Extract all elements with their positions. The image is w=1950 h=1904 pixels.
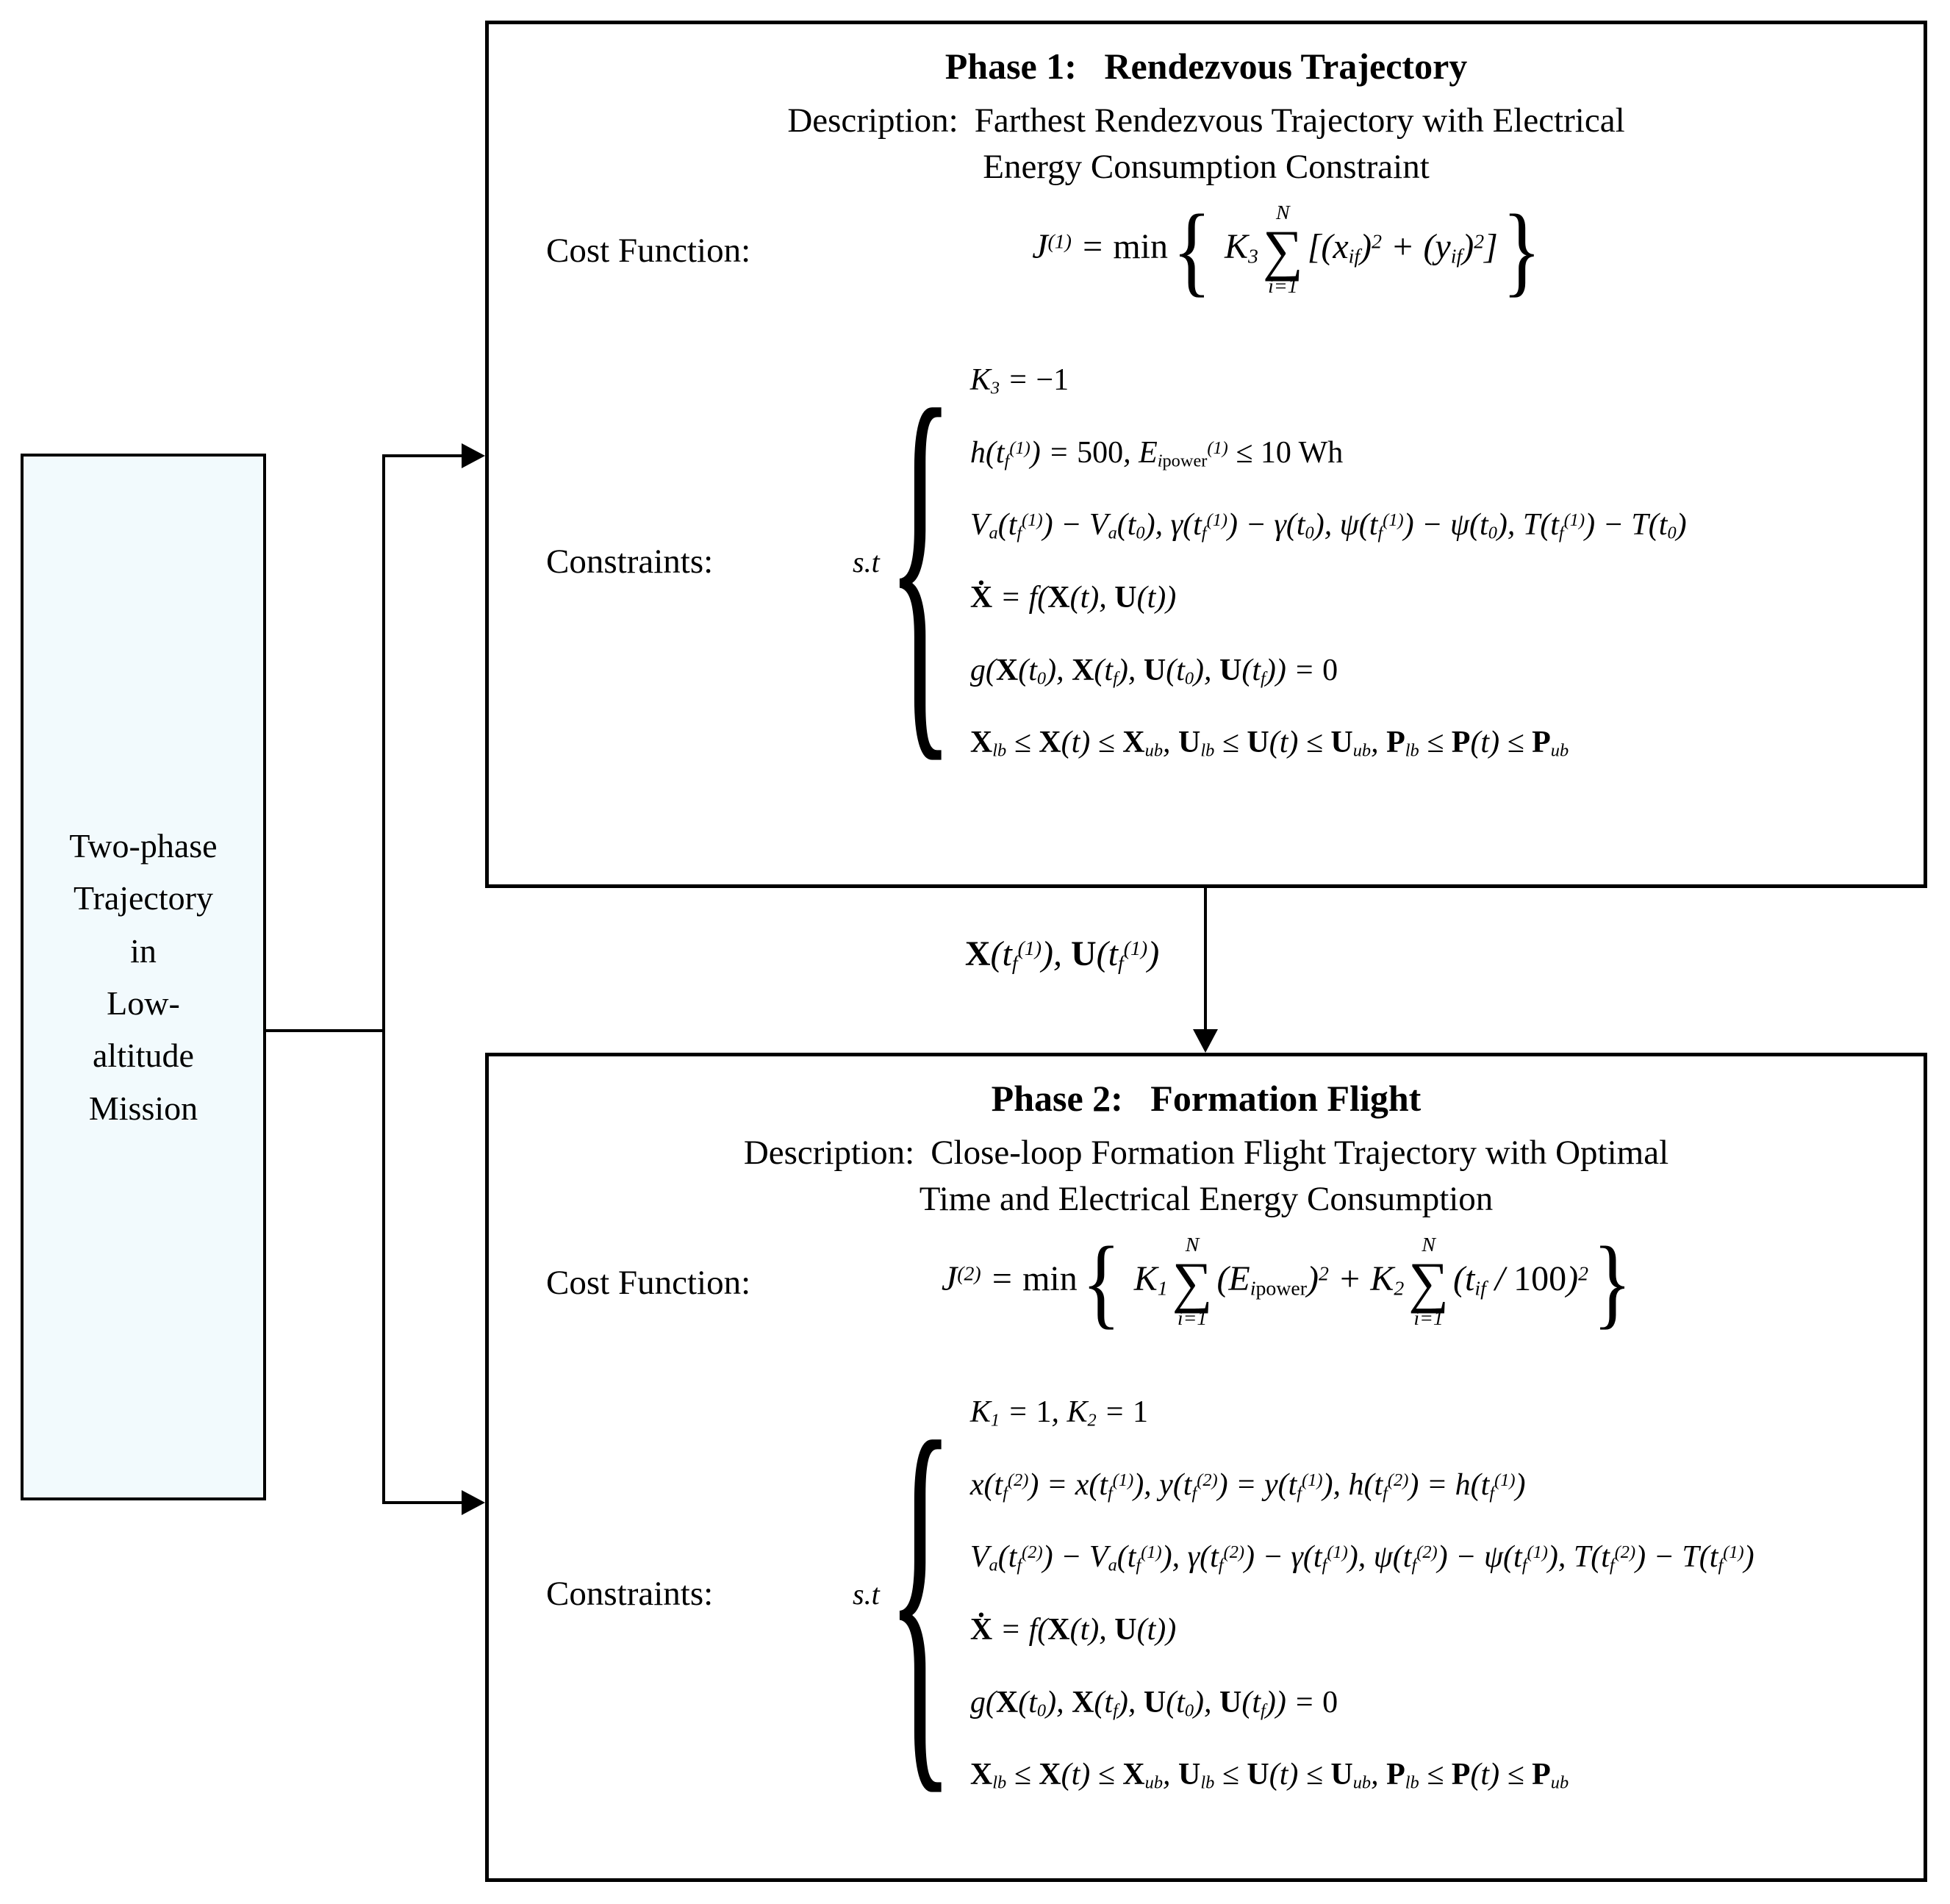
- phase1-st-label: s.t: [853, 545, 880, 579]
- phase1-constraints-row: [489, 326, 1924, 798]
- handoff-state-label: $X(t_f^{(1)})$, $U(t_f^{(1)})$: [964, 934, 1160, 976]
- connector-vertical-line: [382, 454, 385, 1504]
- phase2-cost-row: [489, 1203, 1924, 1361]
- phase1-to-phase2-arrowhead-icon: [1193, 1029, 1218, 1053]
- constraint-line: $h(t_f^{(1)}) = 500$, $E_{ipower}^{(1)} \le 10$ Wh: [969, 435, 1344, 471]
- constraint-line: $X_{lb} \le X(t) \le X_{ub}$, $U_{lb} \le U(t) \le U_{ub}$, $P_{lb} \le P(t) \le P_{ub}$: [969, 1758, 1569, 1793]
- phase2-description-line1: Close-loop Formation Flight Trajectory with Optimal: [931, 1134, 1669, 1172]
- left-label-line: Mission: [88, 1089, 198, 1127]
- phase1-constraints-label: Constraints:: [546, 543, 714, 581]
- left-label-line: altitude: [93, 1037, 194, 1075]
- left-label-line: in: [130, 931, 157, 970]
- phase2-arrowhead-icon: [462, 1490, 485, 1515]
- phase2-cost-label: Cost Function:: [546, 1263, 751, 1302]
- constraint-line: $g(X(t_0)$, $X(t_f)$, $U(t_0)$, $U(t_f)) = 0$: [969, 653, 1338, 689]
- phase2-constraints-row: [489, 1358, 1924, 1830]
- left-label-line: Low-: [107, 984, 180, 1022]
- phase2-cost-formula-area: [779, 1225, 1924, 1339]
- phase1-constraints-brace: {: [886, 326, 954, 798]
- connector-phase1-to-phase2: [1204, 888, 1207, 1032]
- phase1-cost-label: Cost Function:: [546, 231, 751, 270]
- phase2-description-line2: Time and Electrical Energy Consumption: [919, 1180, 1494, 1219]
- phase1-description-line2: Energy Consumption Constraint: [983, 148, 1430, 187]
- phase1-description-label: Description:: [787, 101, 958, 140]
- constraint-line: $x(t_f^{(2)}) = x(t_f^{(1)})$, $y(t_f^{(2)}) = y(t_f^{(1)})$, $h(t_f^{(2)}) = h(t_f^{(1)})$: [969, 1467, 1526, 1503]
- constraint-line: $V_a(t_f^{(2)}) - V_a(t_f^{(1)})$, $\gamma(t_f^{(2)}) - \gamma(t_f^{(1)})$, $\psi(t_f^{(2)}) - \psi(t_f^{(1)})$, $T(t_f^{(2)}) - T(t_f^{(1)})$: [969, 1540, 1754, 1575]
- phase1-cost-formula: $J^{(1)} = \min${ $K_3$ N ∑ i=1 $[(x_{if})^2 + (y_{if})^2]$}: [1032, 193, 1541, 307]
- phase2-st-label: s.t: [853, 1577, 880, 1611]
- left-brace: {: [1081, 1225, 1121, 1339]
- constraint-line: Ẋ = f(X(t), U(t)): [969, 581, 1177, 615]
- phase1-cost-row: [489, 171, 1924, 329]
- phase1-box: [485, 21, 1927, 888]
- connector-leftbox-stem: [265, 1029, 385, 1032]
- phase2-title: Phase 2: Formation Flight: [991, 1078, 1422, 1119]
- phase1-title: Phase 1: Rendezvous Trajectory: [944, 46, 1468, 87]
- right-brace: }: [1502, 193, 1541, 307]
- phase2-description-label: Description:: [743, 1134, 915, 1172]
- constraint-line: $V_a(t_f^{(1)}) - V_a(t_0)$, $\gamma(t_f^{(1)}) - \gamma(t_0)$, $\psi(t_f^{(1)}) - \psi(t_0)$, $T(t_f^{(1)}) - T(t_0)$: [969, 508, 1687, 543]
- phase2-constraints-brace: {: [886, 1358, 954, 1830]
- left-label-box: [21, 454, 266, 1500]
- phase2-description-row1: [489, 1130, 1924, 1176]
- phase1-arrowhead-icon: [462, 443, 485, 468]
- phase2-box: [485, 1053, 1927, 1882]
- left-brace: {: [1172, 193, 1212, 307]
- summation-symbol: N ∑ i=1: [1172, 1234, 1213, 1331]
- phase2-constraints-label: Constraints:: [546, 1575, 714, 1614]
- phase2-cost-formula: $J^{(2)} = \min${ $K_1$ N ∑ i=1 $(E_{ipower})^2 + K_2$ N ∑ i=1 $(t_{if} / 100)^2$}: [941, 1225, 1632, 1339]
- right-brace: }: [1593, 1225, 1632, 1339]
- phase1-cost-formula-area: [779, 193, 1924, 307]
- phase1-description-row1: [489, 98, 1924, 144]
- phase1-description-line1: Farthest Rendezvous Trajectory with Electrical: [974, 101, 1625, 140]
- connector-to-phase1: [382, 454, 469, 457]
- constraint-line: $X_{lb} \le X(t) \le X_{ub}$, $U_{lb} \le U(t) \le U_{ub}$, $P_{lb} \le P(t) \le P_{ub}$: [969, 726, 1569, 761]
- left-label-line: Trajectory: [74, 879, 213, 917]
- constraint-line: $K_1 = 1$, $K_2 = 1$: [969, 1395, 1148, 1431]
- summation-symbol: N ∑ i=1: [1408, 1234, 1449, 1331]
- constraint-line: Ẋ = f(X(t), U(t)): [969, 1613, 1177, 1647]
- summation-symbol: N ∑ i=1: [1262, 201, 1303, 298]
- left-label-text: [69, 820, 217, 1134]
- constraint-line: $g(X(t_0)$, $X(t_f)$, $U(t_0)$, $U(t_f)) = 0$: [969, 1685, 1338, 1721]
- left-label-line: Two-phase: [69, 827, 218, 865]
- connector-to-phase2: [382, 1501, 469, 1504]
- phase2-constraints-list: [970, 1376, 1754, 1811]
- constraint-line: $K_3 = -1$: [969, 363, 1069, 398]
- phase1-constraints-list: [970, 344, 1687, 779]
